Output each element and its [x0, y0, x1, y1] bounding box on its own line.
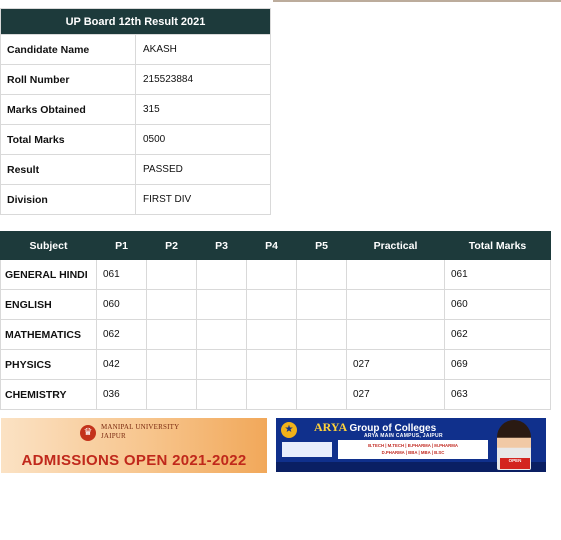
- p5-cell: [297, 320, 347, 350]
- arya-colleges-ad-banner[interactable]: [276, 418, 546, 472]
- total-cell: 061: [445, 260, 551, 290]
- subject-cell: GENERAL HINDI: [1, 260, 97, 290]
- p3-cell: [197, 260, 247, 290]
- practical-cell: 027: [347, 380, 445, 410]
- courses-list: [342, 442, 484, 456]
- summary-label: Total Marks: [1, 125, 136, 155]
- subject-cell: MATHEMATICS: [1, 320, 97, 350]
- p3-cell: [197, 290, 247, 320]
- admissions-headline: ADMISSIONS OPEN 2021-2022: [21, 452, 247, 469]
- open-badge-text: OPEN: [508, 458, 522, 463]
- practical-cell: 027: [347, 350, 445, 380]
- practical-cell: [347, 320, 445, 350]
- header-p3: P3: [197, 232, 247, 260]
- practical-cell: [347, 260, 445, 290]
- p1-cell: 060: [97, 290, 147, 320]
- courses-line1: B.TECH | M.TECH | B.PHARMA | M.PHARMA: [368, 443, 458, 448]
- summary-label: Candidate Name: [1, 35, 136, 65]
- subject-cell: ENGLISH: [1, 290, 97, 320]
- p4-cell: [247, 290, 297, 320]
- header-p5: P5: [297, 232, 347, 260]
- result-summary-table: [0, 8, 271, 215]
- p4-cell: [247, 380, 297, 410]
- summary-label: Marks Obtained: [1, 95, 136, 125]
- university-crest-icon: ♛: [80, 425, 96, 441]
- table-row: [1, 350, 551, 380]
- p5-cell: [297, 350, 347, 380]
- header-practical: Practical: [347, 232, 445, 260]
- subject-cell: CHEMISTRY: [1, 380, 97, 410]
- header-p4: P4: [247, 232, 297, 260]
- result-value: PASSED: [136, 155, 271, 185]
- university-name-line2: JAIPUR: [101, 432, 126, 440]
- total-cell: 069: [445, 350, 551, 380]
- summary-row: [1, 95, 271, 125]
- header-total-marks: Total Marks: [445, 232, 551, 260]
- p4-cell: [247, 320, 297, 350]
- p2-cell: [147, 350, 197, 380]
- courses-line2: D.PHARMA | BBA | MBA | B.SC: [381, 450, 445, 455]
- p5-cell: [297, 380, 347, 410]
- candidate-name-value: AKASH: [136, 35, 271, 65]
- contact-box: [282, 442, 332, 457]
- p4-cell: [247, 260, 297, 290]
- p1-cell: 042: [97, 350, 147, 380]
- summary-row: [1, 35, 271, 65]
- summary-label: Result: [1, 155, 136, 185]
- p2-cell: [147, 320, 197, 350]
- courses-box: [338, 440, 488, 459]
- manipal-university-ad-banner[interactable]: [1, 418, 267, 473]
- subject-cell: PHYSICS: [1, 350, 97, 380]
- arya-campus: ARYA MAIN CAMPUS, JAIPUR: [364, 433, 443, 439]
- p5-cell: [297, 290, 347, 320]
- practical-cell: [347, 290, 445, 320]
- arya-title-suffix: Group of Colleges: [349, 423, 437, 434]
- p1-cell: 062: [97, 320, 147, 350]
- summary-row: [1, 155, 271, 185]
- summary-row: [1, 65, 271, 95]
- college-logo-icon: ★: [281, 422, 297, 438]
- division-value: FIRST DIV: [136, 185, 271, 215]
- p2-cell: [147, 290, 197, 320]
- summary-label: Roll Number: [1, 65, 136, 95]
- summary-label: Division: [1, 185, 136, 215]
- p3-cell: [197, 380, 247, 410]
- p3-cell: [197, 350, 247, 380]
- summary-row: [1, 185, 271, 215]
- summary-row: [1, 125, 271, 155]
- header-p2: P2: [147, 232, 197, 260]
- table-row: [1, 290, 551, 320]
- table-row: [1, 320, 551, 350]
- roll-number-value: 215523884: [136, 65, 271, 95]
- total-cell: 062: [445, 320, 551, 350]
- p1-cell: 036: [97, 380, 147, 410]
- admission-open-badge: [500, 458, 530, 469]
- university-name-line1: MANIPAL UNIVERSITY: [101, 423, 180, 431]
- header-subject: Subject: [1, 232, 97, 260]
- p1-cell: 061: [97, 260, 147, 290]
- marks-header-row: [1, 232, 551, 260]
- top-decorative-strip: [273, 0, 561, 2]
- total-marks-value: 0500: [136, 125, 271, 155]
- p4-cell: [247, 350, 297, 380]
- result-title: UP Board 12th Result 2021: [1, 9, 271, 35]
- total-cell: 063: [445, 380, 551, 410]
- marks-obtained-value: 315: [136, 95, 271, 125]
- table-row: [1, 380, 551, 410]
- p3-cell: [197, 320, 247, 350]
- arya-brand: ARYA: [314, 420, 347, 434]
- total-cell: 060: [445, 290, 551, 320]
- p2-cell: [147, 260, 197, 290]
- subject-marks-table: [0, 231, 551, 410]
- p2-cell: [147, 380, 197, 410]
- header-p1: P1: [97, 232, 147, 260]
- table-row: [1, 260, 551, 290]
- p5-cell: [297, 260, 347, 290]
- university-name: [101, 423, 179, 441]
